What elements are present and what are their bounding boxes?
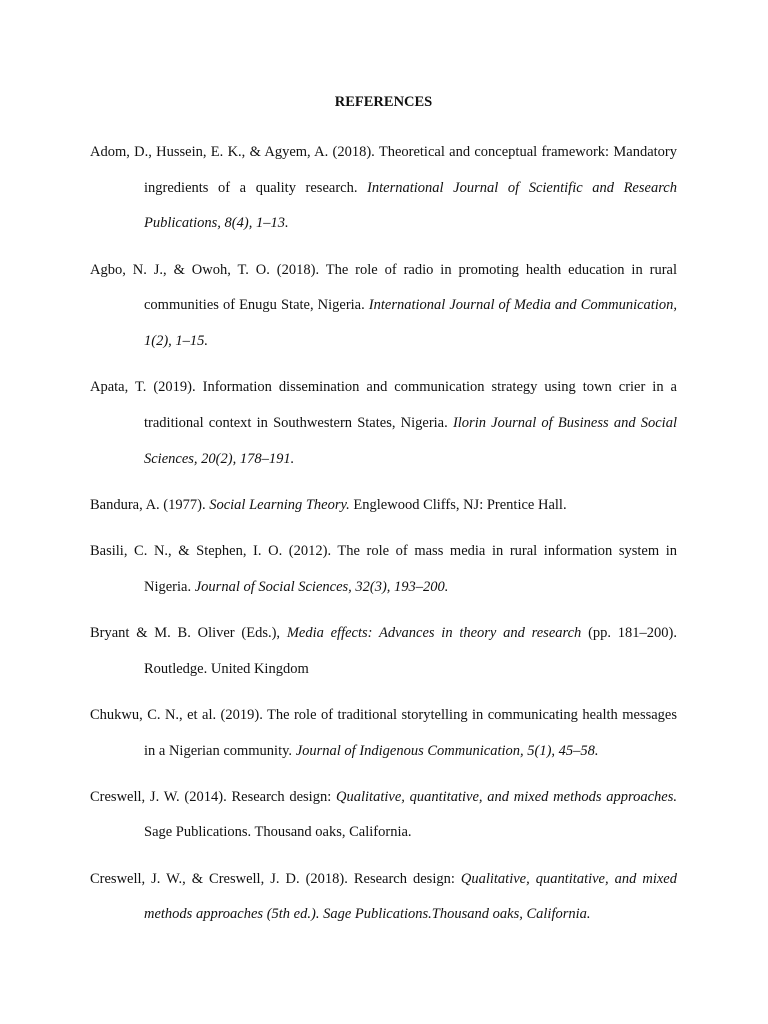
reference-text: Bandura, A. (1977). (90, 496, 210, 513)
reference-source: Journal of Social Sciences, 32(3), 193–200. (194, 578, 449, 595)
reference-source: Social Learning Theory. (209, 496, 350, 513)
reference-text: Adom, D., Hussein, E. K., & Agyem, A. (2018). Theoretical and conceptual framework: Mandatory ingredients of a quality research. (90, 144, 677, 196)
reference-text: Creswell, J. W., & Creswell, J. D. (2018). Research design: (90, 870, 461, 887)
reference-source: Journal of Indigenous Communication, 5(1), 45–58. (295, 742, 599, 759)
page-title: REFERENCES (334, 94, 433, 110)
reference-source: Media effects: Advances in theory and research (286, 624, 582, 641)
reference-source: International Journal of Scientific and Research Publications, 8(4), 1–13. (144, 179, 677, 232)
reference-entry (90, 616, 677, 687)
reference-text: Chukwu, C. N., et al. (2019). The role of traditional storytelling in communicating health messages in a Nigerian community. (90, 706, 677, 759)
reference-text: Apata, T. (2019). Information dissemination and communication strategy using town crier in a traditional context in Southwestern States, Nigeria. (90, 379, 677, 431)
reference-entry (90, 534, 677, 605)
reference-source: Qualitative, quantitative, and mixed methods approaches (5th ed.). Sage Publications.Thousand oaks, California. (144, 870, 677, 923)
reference-tail: Englewood Cliffs, NJ: Prentice Hall. (349, 496, 567, 513)
reference-tail: Sage Publications. Thousand oaks, California. (144, 824, 412, 841)
reference-text: Bryant & M. B. Oliver (Eds.), (90, 624, 287, 641)
reference-text: Basili, C. N., & Stephen, I. O. (2012). The role of mass media in rural information system in Nigeria. (90, 543, 677, 595)
reference-entry (90, 780, 677, 851)
reference-source: Qualitative, quantitative, and mixed methods approaches. (336, 788, 677, 805)
reference-entry (90, 135, 677, 242)
reference-source: International Journal of Media and Communication, 1(2), 1–15. (144, 297, 677, 350)
reference-entry (90, 862, 677, 933)
reference-text: Agbo, N. J., & Owoh, T. O. (2018). The role of radio in promoting health education in rural communities of Enugu State, Nigeria. (90, 261, 677, 314)
reference-text: Creswell, J. W. (2014). Research design: (90, 788, 337, 805)
reference-tail: (pp. 181–200). Routledge. United Kingdom (144, 624, 677, 677)
reference-entry (90, 488, 677, 524)
reference-entry (90, 698, 677, 769)
reference-entry (90, 370, 677, 477)
reference-source: Ilorin Journal of Business and Social Sciences, 20(2), 178–191. (144, 414, 677, 467)
reference-entry (90, 253, 677, 360)
